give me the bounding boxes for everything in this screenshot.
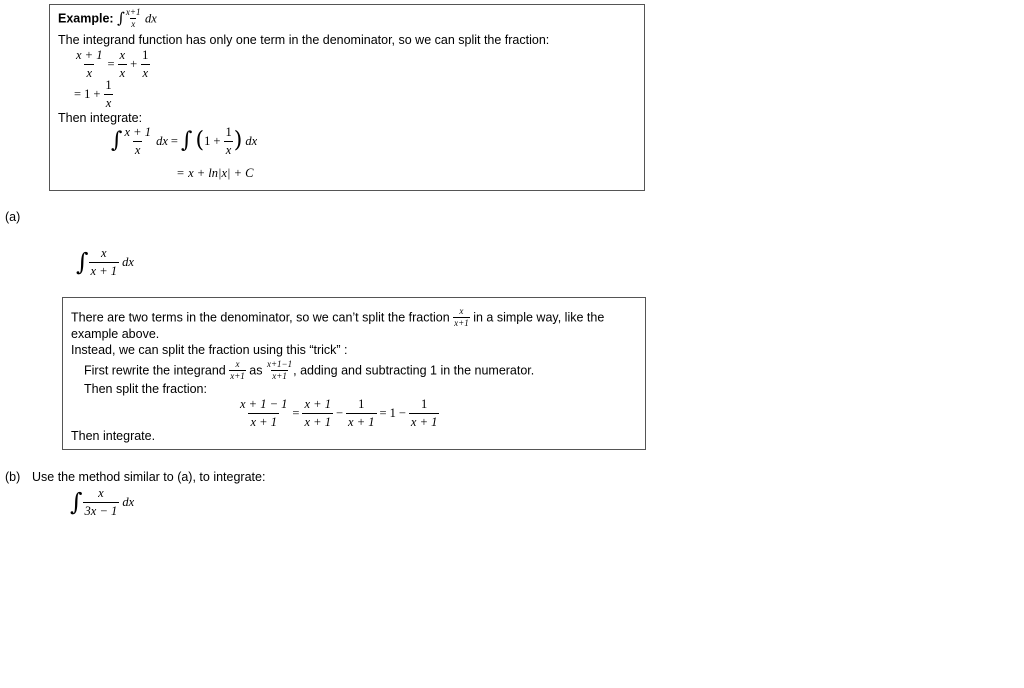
hint-line-5: Then split the fraction: — [84, 382, 207, 396]
hint-line-3: Instead, we can split the fraction using this “trick” : — [71, 343, 348, 357]
example-split-line2: = 1 + $\frac{1}{x}$ — [74, 78, 112, 110]
part-b-integral: ∫ $\frac{x}{3x - 1}$ dx — [70, 486, 135, 518]
example-label: Example: — [58, 11, 114, 26]
example-intro-text: The integrand function has only one term in the denominator, so we can split the fraction: — [58, 33, 550, 47]
fraction: $\frac{x}{x+1}$ — [454, 306, 469, 328]
fraction: $\frac{1}{x}$ — [105, 78, 112, 110]
example-then-integrate: Then integrate: — [58, 111, 143, 125]
example-heading — [58, 8, 157, 29]
hint-line-4: First rewrite the integrand $\frac{x}{x+1}$ as $\frac{x+1-1}{x+1}$ , adding and subtracting 1 in the numerator. — [84, 359, 535, 381]
example-split-line1: $\frac{x + 1}{x}$ = $\frac{x}{x}$ + $\frac{1}{x}$ — [76, 48, 149, 80]
integral-sign: ∫ — [76, 248, 89, 276]
fraction: $\frac{x + 1}{x}$ — [124, 125, 151, 157]
integral-sign: ∫ — [117, 9, 125, 27]
result-expression: x + ln|x| + C — [188, 166, 254, 180]
fraction: $\frac{x+1}{x}$ — [125, 7, 141, 29]
fraction: $\frac{x}{x + 1}$ — [90, 246, 117, 278]
example-result-line: = x + ln|x| + C — [177, 166, 254, 180]
part-b-instruction: Use the method similar to (a), to integrate: — [32, 470, 266, 484]
example-integral-line1: ∫ $\frac{x + 1}{x}$ dx = ∫ (1 + $\frac{1}{x}$ ) dx — [111, 125, 258, 157]
dx: dx — [144, 11, 157, 26]
part-a-label: (a) — [5, 210, 21, 224]
fraction: $\frac{1}{x + 1}$ — [348, 397, 375, 429]
fraction: $\frac{1}{x}$ — [142, 48, 149, 80]
fraction: $\frac{1}{x}$ — [225, 125, 232, 157]
part-a-integral: ∫ $\frac{x}{x + 1}$ dx — [76, 246, 134, 278]
hint-line-2: example above. — [71, 327, 160, 341]
part-b-label: (b) — [5, 470, 21, 484]
integral-sign: ∫ — [70, 488, 83, 516]
fraction: $\frac{x}{x+1}$ — [230, 359, 245, 381]
fraction: $\frac{1}{x + 1}$ — [410, 397, 438, 429]
fraction: $\frac{x}{x}$ — [119, 48, 126, 80]
fraction: $\frac{x + 1 - 1}{x + 1}$ — [240, 397, 288, 429]
fraction: $\frac{x}{3x - 1}$ — [84, 486, 118, 518]
fraction: $\frac{x + 1}{x}$ — [76, 48, 103, 80]
integral-sign: ∫ — [180, 128, 193, 153]
fraction: $\frac{x+1-1}{x+1}$ — [266, 359, 293, 381]
hint-line-6: Then integrate. — [71, 429, 156, 443]
integral-sign: ∫ — [111, 128, 123, 153]
hint-line-1: There are two terms in the denominator, so we can’t split the fraction $\frac{x}{x+1}$ in a simple way, like the — [71, 306, 605, 328]
fraction: $\frac{x + 1}{x + 1}$ — [304, 397, 331, 429]
hint-split-equation: $\frac{x + 1 - 1}{x + 1}$ = $\frac{x + 1}{x + 1}$ − $\frac{1}{x + 1}$ = 1 − $\frac{1}{x + 1}$ — [240, 397, 438, 429]
